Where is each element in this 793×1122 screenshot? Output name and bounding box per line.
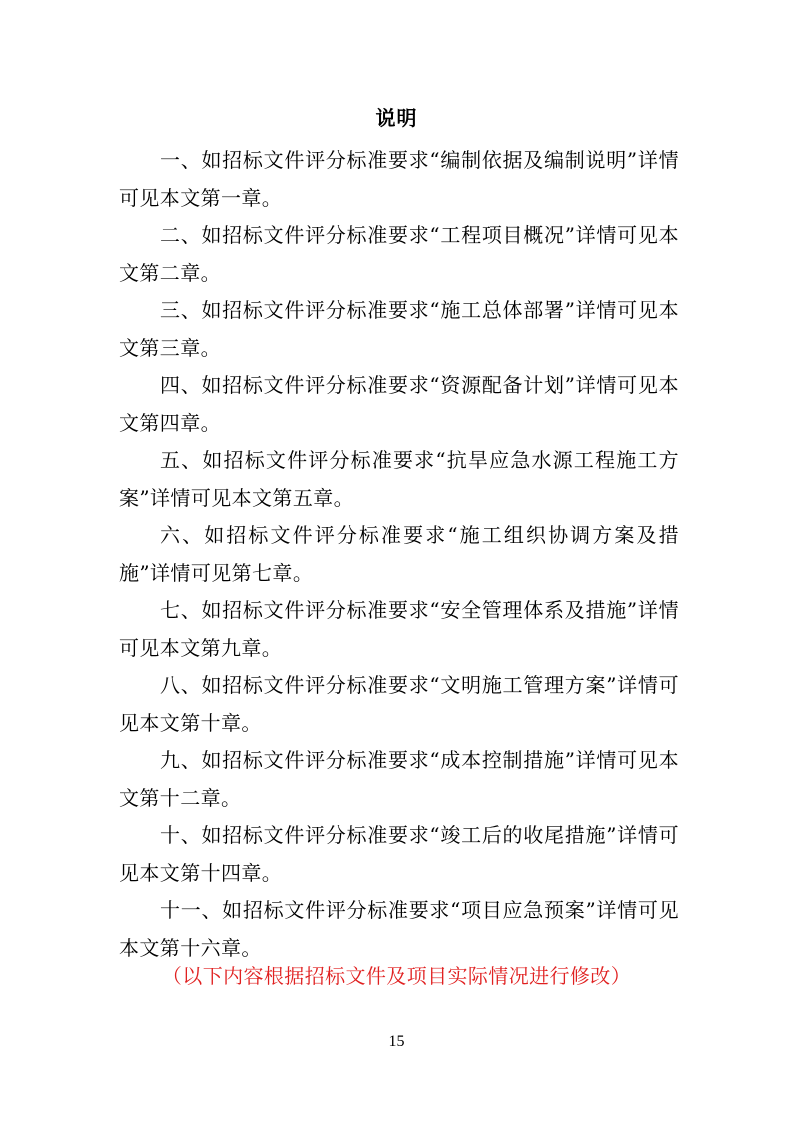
page-title: 说明 [375,106,418,130]
paragraph-8: 八、如招标文件评分标准要求“文明施工管理方案”详情可见本文第十章。 [119,673,679,735]
paragraph-11: 十一、如招标文件评分标准要求“项目应急预案”详情可见本文第十六章。 [119,898,679,960]
paragraph-6: 六、如招标文件评分标准要求“施工组织协调方案及措施”详情可见第七章。 [119,523,679,585]
body-text [119,142,679,967]
paragraph-1: 一、如招标文件评分标准要求“编制依据及编制说明”详情可见本文第一章。 [119,148,679,210]
paragraph-10: 十、如招标文件评分标准要求“竣工后的收尾措施”详情可见本文第十四章。 [119,823,679,885]
page-number: 15 [388,1033,405,1050]
paragraph-7: 七、如招标文件评分标准要求“安全管理体系及措施”详情可见本文第九章。 [119,598,679,660]
paragraph-5: 五、如招标文件评分标准要求“抗旱应急水源工程施工方案”详情可见本文第五章。 [119,448,679,510]
paragraph-9: 九、如招标文件评分标准要求“成本控制措施”详情可见本文第十二章。 [119,748,679,810]
revision-note: （以下内容根据招标文件及项目实际情况进行修改） [161,964,632,988]
paragraph-2: 二、如招标文件评分标准要求“工程项目概况”详情可见本文第二章。 [119,223,679,285]
paragraph-3: 三、如招标文件评分标准要求“施工总体部署”详情可见本文第三章。 [119,298,679,360]
paragraph-4: 四、如招标文件评分标准要求“资源配备计划”详情可见本文第四章。 [119,373,679,435]
